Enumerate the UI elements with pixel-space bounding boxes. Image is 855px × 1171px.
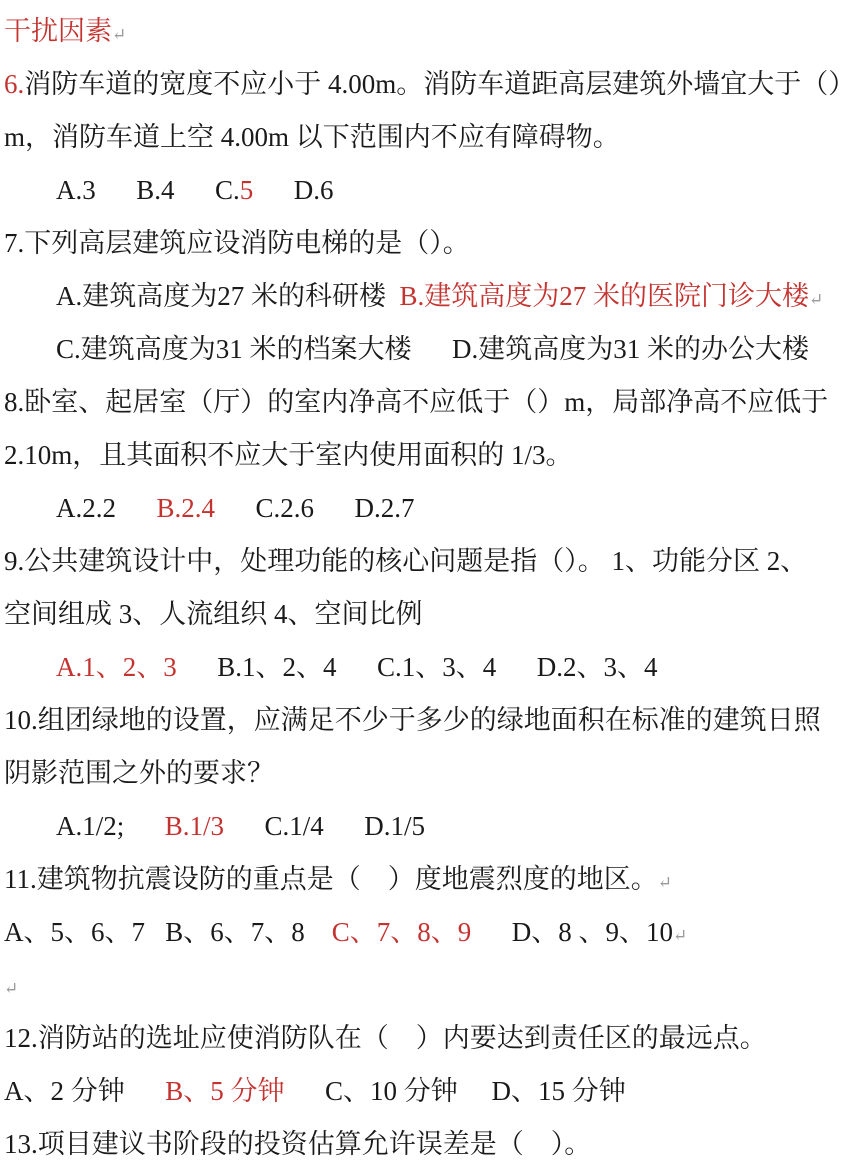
options-text: A、5、6、7 B、6、7、8 [4,917,332,947]
question-6-text-line-1 [4,58,855,111]
question-10-text-line-1 [4,694,821,747]
question-6-number: 6. [4,69,25,99]
question-6-text-continued: m，消防车道上空 4.00m 以下范围内不应有障碍物。 [4,122,620,152]
question-7-text [4,217,800,270]
blank-line [4,959,800,1012]
paragraph-mark-icon: ↵ [4,979,19,998]
question-11-text [4,853,800,906]
options-text: C、10 分钟 D、15 分钟 [284,1076,626,1106]
options-text: A.3 B.4 C. [56,175,240,205]
question-13-text: 13.项目建议书阶段的投资估算允许误差是（ ）。 [4,1129,592,1159]
question-8-text-line-2 [4,429,800,482]
paragraph-mark-icon: ↵ [112,25,127,44]
paragraph-mark-icon: ↵ [657,873,672,892]
question-12-text [4,1012,800,1065]
answer-highlight: B、5 分钟 [165,1076,285,1106]
question-10-options [4,800,800,853]
option-a: A.建筑高度为27 米的科研楼 [56,281,400,311]
question-11-options [4,906,800,959]
question-11-text: 11.建筑物抗震设防的重点是（ ）度地震烈度的地区。 [4,864,658,894]
options-text: C.1/4 D.1/5 [224,811,426,841]
question-7-text: 7.下列高层建筑应设消防电梯的是（）。 [4,228,470,258]
question-6-text-line-2 [4,111,800,164]
question-10-text-line-2 [4,747,800,800]
question-6-options [4,164,800,217]
question-9-text-line-1 [4,535,808,588]
option-a: A、2 分钟 [4,1076,166,1106]
paragraph-mark-icon: ↵ [673,926,688,945]
answer-highlight: A.1、2、3 [56,652,177,682]
options-text: D.6 [253,175,334,205]
question-9-options [4,641,800,694]
option-a: A.1/2; [56,811,165,841]
options-text: D、8 、9、10 [471,917,674,947]
question-12-text: 12.消防站的选址应使消防队在（ ）内要达到责任区的最远点。 [4,1023,767,1053]
question-9-text-continued: 空间组成 3、人流组织 4、空间比例 [4,599,423,629]
answer-highlight: B.2.4 [156,493,216,523]
option-a: A.2.2 [56,493,157,523]
answer-highlight: C、7、8、9 [331,917,472,947]
question-7-options-ab [4,270,824,323]
answer-highlight: B.1/3 [164,811,225,841]
question-9-text: 9.公共建筑设计中，处理功能的核心问题是指（）。 1、功能分区 2、 [4,546,808,576]
options-text: C.2.6 D.2.7 [215,493,415,523]
section-heading [4,5,800,58]
question-10-text-continued: 阴影范围之外的要求？ [4,758,274,788]
question-8-text-line-1 [4,376,829,429]
heading-text: 干扰因素 [4,16,112,46]
options-text: C.建筑高度为31 米的档案大楼 D.建筑高度为31 米的办公大楼 [56,334,810,364]
answer-highlight: 5 [239,175,254,205]
options-text: B.1、2、4 C.1、3、4 D.2、3、4 [176,652,658,682]
question-8-text-continued: 2.10m，且其面积不应大于室内使用面积的 1/3。 [4,440,573,470]
paragraph-mark-icon: ↵ [809,290,824,309]
question-10-text: 10.组团绿地的设置，应满足不少于多少的绿地面积在标准的建筑日照 [4,705,821,735]
question-13-text [4,1118,800,1171]
question-9-text-line-2 [4,588,800,641]
question-12-options [4,1065,800,1118]
question-6-text: 消防车道的宽度不应小于 4.00m。消防车道距高层建筑外墙宜大于（） [24,69,855,99]
question-8-text: 8.卧室、起居室（厅）的室内净高不应低于（）m，局部净高不应低于 [4,387,829,417]
question-8-options [4,482,800,535]
question-7-options-cd [4,323,810,376]
answer-highlight: B.建筑高度为27 米的医院门诊大楼 [399,281,810,311]
